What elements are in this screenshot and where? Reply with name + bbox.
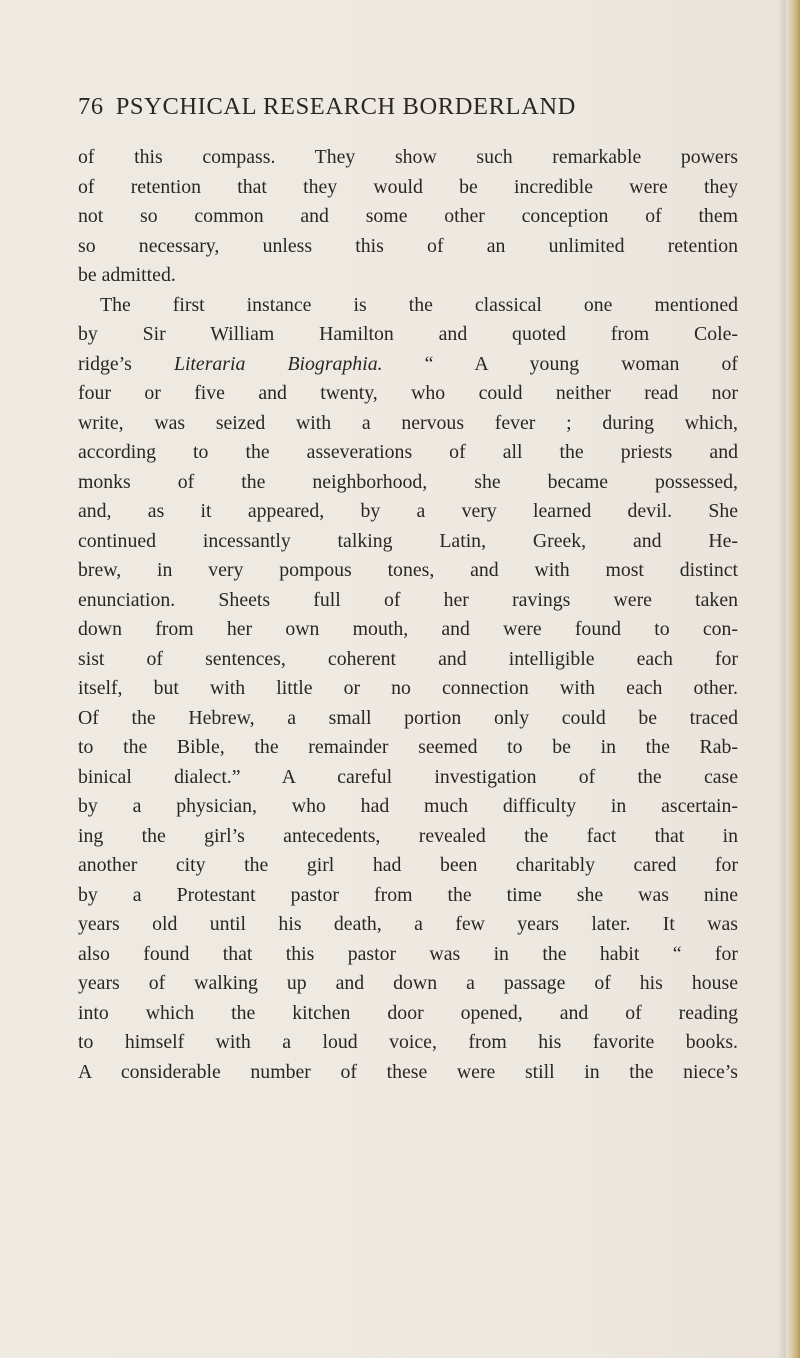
text-line: itself, but with little or no connection with each other. xyxy=(78,677,738,699)
text-fragment: ridge’s xyxy=(78,352,132,375)
text-line: of this compass. They show such remarkable powers xyxy=(78,146,738,168)
page-gutter-edge xyxy=(786,0,800,1358)
text-line: also found that this pastor was in the habit “ for xyxy=(78,942,738,965)
text-line: enunciation. Sheets full of her ravings were taken xyxy=(78,588,738,611)
text-line: monks of the neighborhood, she became possessed, xyxy=(78,470,738,493)
running-title: PSYCHICAL RESEARCH BORDERLAND xyxy=(115,93,576,120)
text-line: and, as it appeared, by a very learned devil. She xyxy=(78,500,738,522)
text-line: so necessary, unless this of an unlimited retention xyxy=(78,234,738,257)
text-line: not so common and some other conception of them xyxy=(78,205,738,227)
text-line: of retention that they would be incredible were they xyxy=(78,175,738,198)
text-line: down from her own mouth, and were found to con- xyxy=(78,618,738,640)
text-line: brew, in very pompous tones, and with most distinct xyxy=(78,559,738,581)
text-line: A considerable number of these were still in the niece’s xyxy=(78,1060,738,1083)
text-line: years of walking up and down a passage of his house xyxy=(78,972,738,994)
text-line: years old until his death, a few years later. It was xyxy=(78,913,738,935)
text-line: continued incessantly talking Latin, Greek, and He- xyxy=(78,529,738,552)
text-line: to the Bible, the remainder seemed to be in the Rab- xyxy=(78,736,738,758)
book-title: Literaria Biographia. xyxy=(173,352,383,375)
body-text xyxy=(78,143,738,1087)
text-line: binical dialect.” A careful investigation of the case xyxy=(78,765,738,788)
running-head xyxy=(78,92,738,122)
text-line: to himself with a loud voice, from his favorite books. xyxy=(78,1031,738,1053)
text-line: by a Protestant pastor from the time she was nine xyxy=(78,883,738,906)
text-line: Of the Hebrew, a small portion only could be traced xyxy=(78,706,738,729)
text-line: sist of sentences, coherent and intelligible each for xyxy=(78,647,738,670)
text-fragment: “ A young woman of xyxy=(424,352,738,375)
text-line: another city the girl had been charitably cared for xyxy=(78,854,738,876)
text-line: into which the kitchen door opened, and of reading xyxy=(78,1001,738,1024)
text-line: four or five and twenty, who could neither read nor xyxy=(78,382,738,404)
text-line: The first instance is the classical one mentioned xyxy=(100,293,738,316)
page-number: 76 xyxy=(78,93,104,120)
text-line: be admitted. xyxy=(78,264,176,286)
page-gutter-shadow xyxy=(778,0,786,1358)
text-line: according to the asseverations of all the priests and xyxy=(78,441,738,463)
text-line: by a physician, who had much difficulty in ascertain- xyxy=(78,795,738,817)
text-line: by Sir William Hamilton and quoted from Cole- xyxy=(78,323,738,345)
text-line: ing the girl’s antecedents, revealed the fact that in xyxy=(78,824,738,847)
text-line xyxy=(78,350,738,380)
text-line: write, was seized with a nervous fever ; during which, xyxy=(78,411,738,434)
